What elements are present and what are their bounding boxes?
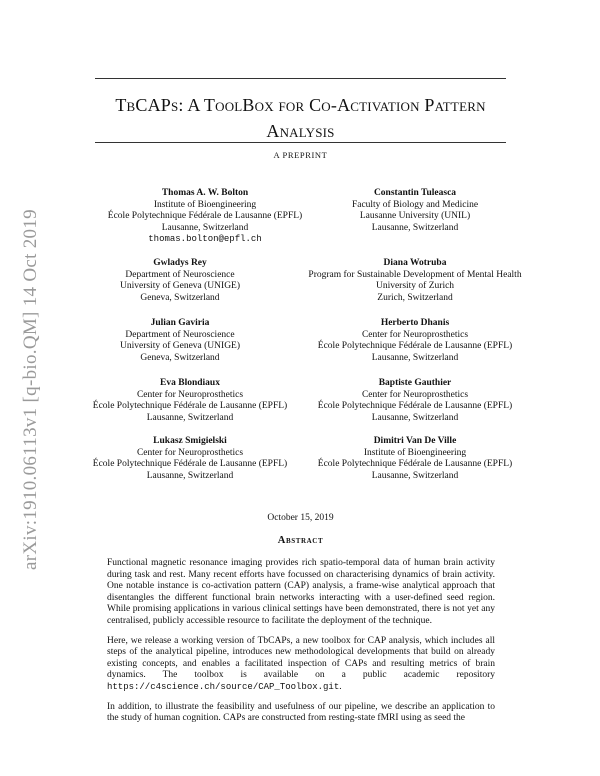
author-affiliation: École Polytechnique Fédérale de Lausanne (EPFL) [317,459,513,469]
author-block [300,378,530,424]
author-affiliation: Lausanne, Switzerland [371,352,459,363]
author-block [80,318,280,364]
abstract-paragraph [107,636,495,694]
author-block [265,318,565,364]
author-name: Eva Blondiaux [160,378,220,388]
author-block [265,258,565,304]
repository-link[interactable]: https://c4science.ch/source/CAP_Toolbox.git [107,681,340,692]
author-affiliation: University of Zurich [375,281,455,291]
author-name: Diana Wotruba [383,258,447,268]
author-affiliation: Institute of Bioengineering [153,199,257,210]
author-affiliation: Institute of Bioengineering [363,447,467,458]
abstract-body [107,558,495,733]
author-name: Thomas A. W. Bolton [161,188,249,198]
abstract-heading [95,535,506,546]
paper-date: October 15, 2019 [267,513,334,523]
author-affiliation: Faculty of Biology and Medicine [351,199,479,210]
author-name: Gwladys Rey [153,258,207,268]
title-rule-bottom [95,142,506,143]
abstract-heading-text: Abstract [277,535,324,546]
paper-title [95,92,506,144]
author-name: Constantin Tuleasca [373,188,457,198]
author-affiliation: École Polytechnique Fédérale de Lausanne (EPFL) [92,459,288,469]
author-affiliation: Lausanne, Switzerland [146,412,234,423]
author-name: Herberto Dhanis [380,318,450,328]
arxiv-stamp-text: arXiv:1910.06113v1 [q-bio.QM] 14 Oct 2019 [20,209,41,570]
author-affiliation: Lausanne, Switzerland [371,412,459,423]
author-affiliation: Center for Neuroprosthetics [136,447,244,458]
author-block [75,436,305,482]
author-affiliation: Department of Neuroscience [125,269,235,280]
abstract-paragraph: Functional magnetic resonance imaging provides rich spatio-temporal data of human brain activity during task and rest. Many recent efforts have focussed on characterising dynamics of brain activity. One notable instance is co-activation pattern (CAP) analysis, a frame-wise analytical approach that disentangles the different functional brain networks interacting with a user-defined seed region. While promising applications in various clinical settings have been demonstrated, there is not yet any centralised, publicly accessible resource to facilitate the deployment of the technique. [107,558,495,626]
author-affiliation: University of Geneva (UNIGE) [119,341,241,351]
abstract-paragraph-end: . [339,681,342,692]
author-affiliation: Lausanne, Switzerland [371,470,459,481]
author-name: Lukasz Smigielski [153,436,227,446]
author-affiliation: Lausanne, Switzerland [161,222,249,233]
title-rule-top [95,78,506,79]
author-block [290,188,540,234]
author-affiliation: École Polytechnique Fédérale de Lausanne (EPFL) [317,401,513,411]
author-affiliation: Center for Neuroprosthetics [136,389,244,400]
abstract-paragraph-text: Here, we release a working version of TbCAPs, a new toolbox for CAP analysis, which includes all steps of the analytical pipeline, introduces new methodological developments that build on already existing concepts, and enables a facilitated inspection of CAPs and resulting metrics of brain dynamics. The toolbox is available on a public academic repository [107,635,495,681]
author-block [80,258,280,304]
author-affiliation: Program for Sustainable Development of Mental Health [308,269,522,280]
arxiv-stamp-svg [8,180,48,580]
abstract-paragraph: In addition, to illustrate the feasibility and usefulness of our pipeline, we describe an application to the study of human cognition. CAPs are constructed from resting-state fMRI using as seed the [107,701,495,724]
author-name: Julian Gaviria [150,318,210,328]
author-name: Dimitri Van De Ville [373,436,457,446]
author-block [300,436,530,482]
author-affiliation: Lausanne, Switzerland [146,470,234,481]
author-affiliation: Lausanne, Switzerland [371,222,459,233]
author-affiliation: Geneva, Switzerland [140,352,220,363]
author-block [75,378,305,424]
author-affiliation: École Polytechnique Fédérale de Lausanne (EPFL) [317,341,513,351]
title-line-2: Analysis [266,121,335,141]
author-affiliation: Center for Neuroprosthetics [361,329,469,340]
author-affiliation: Geneva, Switzerland [140,292,220,303]
author-email[interactable]: thomas.bolton@epfl.ch [148,234,262,244]
author-affiliation: Zurich, Switzerland [377,292,453,303]
author-affiliation: École Polytechnique Fédérale de Lausanne (EPFL) [92,401,288,411]
author-affiliation: École Polytechnique Fédérale de Lausanne (EPFL) [107,211,303,221]
author-affiliation: Department of Neuroscience [125,329,235,340]
author-affiliation: University of Geneva (UNIGE) [119,281,241,291]
author-affiliation: Center for Neuroprosthetics [361,389,469,400]
title-line-1: TbCAPs: A ToolBox for Co-Activation Pattern [115,95,486,115]
preprint-label: A PREPRINT [273,150,328,160]
author-name: Baptiste Gauthier [378,378,452,388]
author-affiliation: Lausanne University (UNIL) [359,211,471,221]
arxiv-stamp [8,180,48,580]
